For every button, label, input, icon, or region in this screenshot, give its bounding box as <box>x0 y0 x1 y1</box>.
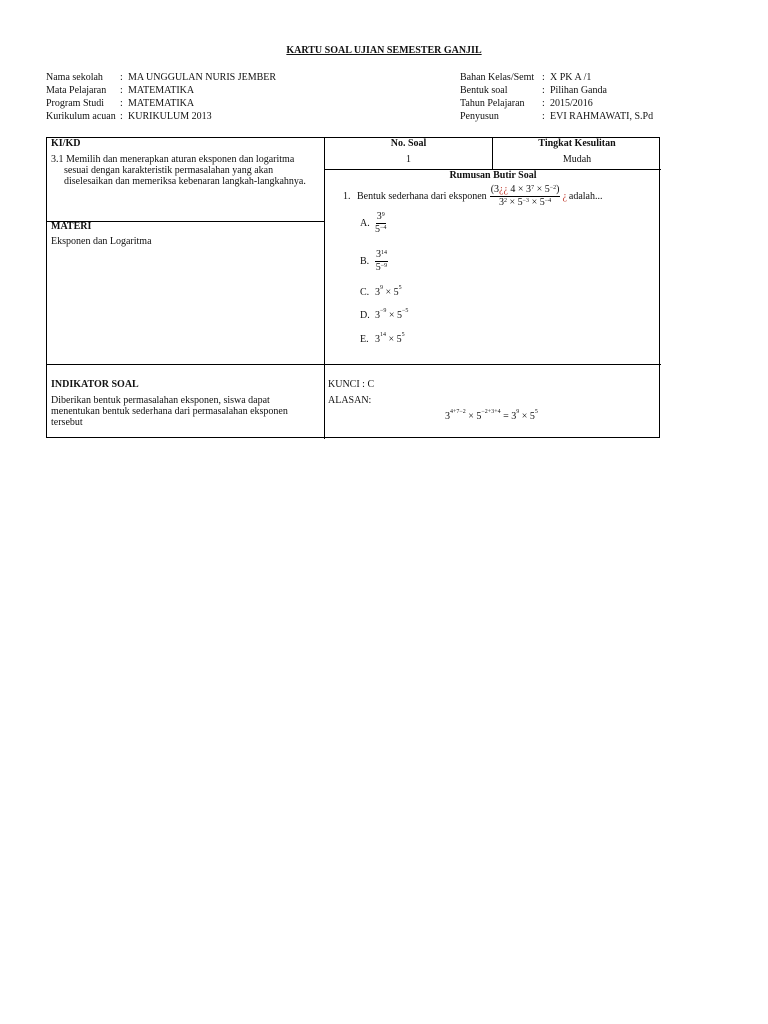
question-text: Bentuk sederhana dari eksponen <box>357 191 487 202</box>
info-value: MATEMATIKA <box>128 98 195 109</box>
question-suffix: adalah... <box>568 191 603 202</box>
info-row <box>460 71 653 84</box>
question-line <box>343 185 602 208</box>
tingkat-value: Mudah <box>562 154 592 165</box>
option-letter: D. <box>360 310 370 321</box>
option-b <box>360 250 388 273</box>
info-label: Tahun Pelajaran <box>460 98 525 109</box>
info-row <box>46 71 276 84</box>
indikator-header: INDIKATOR SOAL <box>51 379 139 390</box>
info-label: Program Studi <box>46 98 105 109</box>
info-row <box>460 84 653 97</box>
option-letter: B. <box>360 256 370 267</box>
option-d-expression: $3^{-9} \times 5^{-5}$ <box>375 308 409 321</box>
info-row <box>460 97 653 110</box>
school-info-right <box>460 71 653 123</box>
info-label: Nama sekolah <box>46 72 103 83</box>
info-separator: : <box>120 111 123 122</box>
option-letter: E. <box>360 334 369 345</box>
info-value: EVI RAHMAWATI, S.Pd <box>550 111 654 122</box>
info-value: X PK A /1 <box>550 72 592 83</box>
question-card-table <box>46 137 660 438</box>
info-label: Mata Pelajaran <box>46 85 107 96</box>
info-separator: : <box>120 72 123 83</box>
info-label: Penyusun <box>460 111 499 122</box>
garbled-glyph: ¿ <box>562 191 567 202</box>
info-separator: : <box>542 111 545 122</box>
info-value: MA UNGGULAN NURIS JEMBER <box>128 72 277 83</box>
page-title: KARTU SOAL UJIAN SEMESTER GANJIL <box>286 45 482 56</box>
question-number: 1. <box>343 191 351 202</box>
materi-text: Eksponen dan Logaritma <box>51 236 152 247</box>
kikd-header: KI/KD <box>51 138 81 149</box>
info-value: MATEMATIKA <box>128 85 195 96</box>
kikd-text: 3.1 Memilih dan menerapkan aturan eksponen dan logaritma sesuai dengan karakteristik permasalahan yang akan diselesaikan dan memeriksa kebenaran langkah-langkahnya. <box>51 154 306 187</box>
info-row <box>46 84 276 97</box>
option-b-expression: $\frac{3^{14}}{5^{-9}}$ <box>375 249 388 273</box>
reason-label: ALASAN: <box>328 395 372 406</box>
info-label: Kurikulum acuan <box>46 111 116 122</box>
info-value: 2015/2016 <box>550 98 593 109</box>
nosoal-header: No. Soal <box>390 138 427 149</box>
info-row <box>460 110 653 123</box>
info-value: KURIKULUM 2013 <box>128 111 212 122</box>
rumusan-header: Rumusan Butir Soal <box>449 170 537 181</box>
option-c <box>360 287 402 298</box>
info-label: Bahan Kelas/Semt <box>460 72 535 83</box>
info-separator: : <box>542 72 545 83</box>
info-label: Bentuk soal <box>460 85 508 96</box>
info-separator: : <box>542 85 545 96</box>
option-a <box>360 212 386 235</box>
materi-header: MATERI <box>51 221 92 232</box>
option-d <box>360 310 408 321</box>
option-a-expression: $\frac{3^9}{5^{-4}}$ <box>375 211 387 235</box>
option-letter: A. <box>360 218 370 229</box>
tingkat-header: Tingkat Kesulitan <box>538 138 616 149</box>
info-row <box>46 110 276 123</box>
info-row <box>46 97 276 110</box>
info-value: Pilihan Ganda <box>550 85 607 96</box>
reason-expression: $3^{4+7-2} \times 5^{-2+3+4} = 3^9 \times 5^5$ <box>445 409 538 422</box>
question-expression: $\frac{(3¿¿ 4 \times 3^7 \times 5^{-2})}{3^2 \times 5^{-3} \times 5^{-4}}$ <box>490 184 560 208</box>
info-separator: : <box>120 85 123 96</box>
option-letter: C. <box>360 287 370 298</box>
info-separator: : <box>542 98 545 109</box>
horizontal-divider-bottom <box>47 364 661 365</box>
option-e <box>360 334 405 345</box>
option-e-expression: $3^{14} \times 5^5$ <box>375 332 405 345</box>
nosoal-value: 1 <box>406 154 411 165</box>
indikator-text: Diberikan bentuk permasalahan eksponen, siswa dapat menentukan bentuk sederhana dari permasalahan eksponen tersebut <box>51 395 288 428</box>
info-separator: : <box>120 98 123 109</box>
vertical-divider <box>324 138 325 439</box>
option-c-expression: $3^9 \times 5^5$ <box>375 285 402 298</box>
school-info-left <box>46 71 276 123</box>
answer-key: KUNCI : C <box>328 379 375 390</box>
